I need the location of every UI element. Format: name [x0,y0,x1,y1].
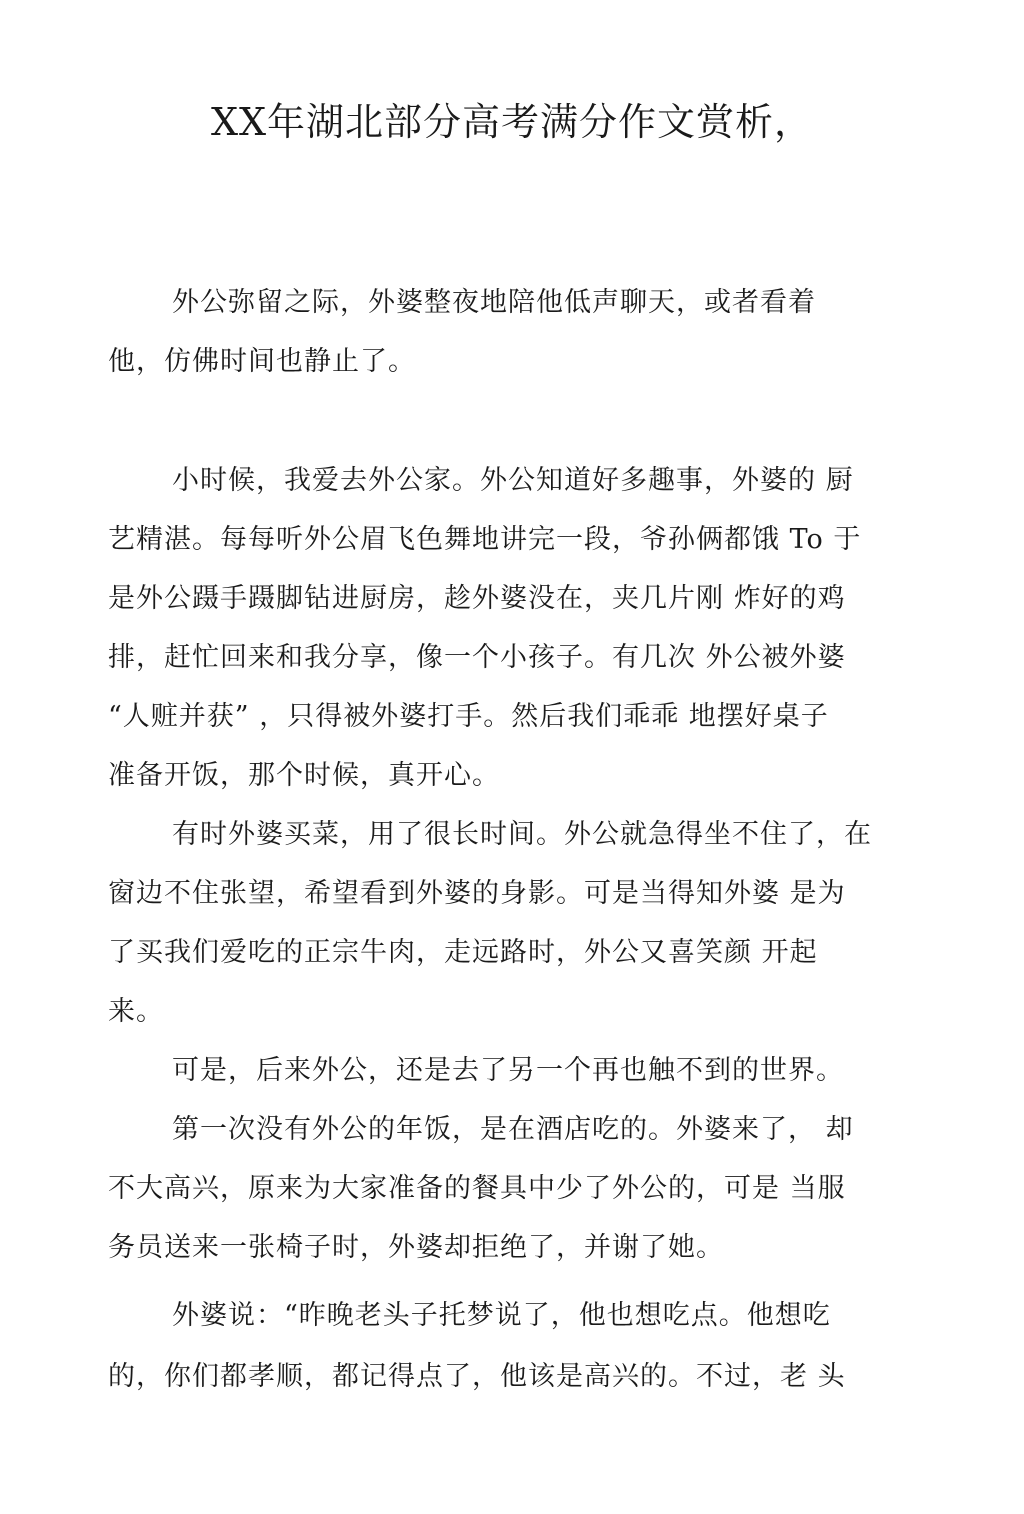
paragraph-line: 是外公蹑手蹑脚钻进厨房，趁外婆没在，夹几片刚 炸好的鸡 [108,583,846,614]
paragraph-line: 可是，后来外公，还是去了另一个再也触不到的世界。 [172,1055,844,1086]
paragraph-line: 有时外婆买菜，用了很长时间。外公就急得坐不住了，在 [172,819,872,850]
paragraph-line: 外婆说：“昨晚老头子托梦说了，他也想吃点。他想吃 [172,1300,831,1331]
paragraph-line: 第一次没有外公的年饭，是在酒店吃的。外婆来了， 却 [172,1114,854,1145]
paragraph-line: 艺精湛。每每听外公眉飞色舞地讲完一段，爷孙俩都饿 To 于 [108,524,862,555]
paragraph-line: 排，赶忙回来和我分享，像一个小孩子。有几次 外公被外婆 [108,642,846,673]
paragraph-line: 不大高兴，原来为大家准备的餐具中少了外公的，可是 当服 [108,1173,846,1204]
document-title: XX年湖北部分高考满分作文赏析， [210,100,814,144]
paragraph-line: 窗边不住张望，希望看到外婆的身影。可是当得知外婆 是为 [108,878,846,909]
paragraph-line: 准备开饭，那个时候，真开心。 [108,760,500,791]
paragraph-line: 外公弥留之际，外婆整夜地陪他低声聊天，或者看着 [172,287,816,318]
paragraph-line: 来。 [108,996,164,1027]
paragraph-line: 务员送来一张椅子时，外婆却拒绝了，并谢了她。 [108,1232,724,1263]
paragraph-line: 小时候，我爱去外公家。外公知道好多趣事，外婆的 厨 [172,465,854,496]
paragraph-line: 的，你们都孝顺，都记得点了，他该是高兴的。不过，老 头 [108,1361,846,1392]
paragraph-line: “人赃并获” ，只得被外婆打手。然后我们乖乖 地摆好桌子 [108,701,829,732]
paragraph-line: 了买我们爱吃的正宗牛肉，走远路时，外公又喜笑颜 开起 [108,937,818,968]
paragraph-line: 他，仿佛时间也静止了。 [108,346,416,377]
